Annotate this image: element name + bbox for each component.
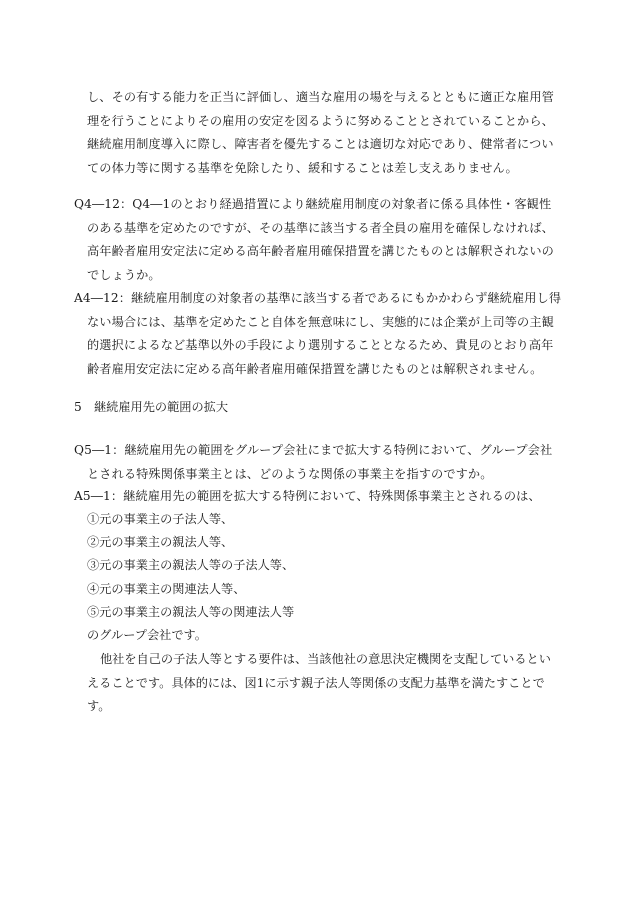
continued-answer-text: し、その有する能力を正当に評価し、適当な雇用の場を与えるとともに適正な雇用管理を行うことによりその雇用の安定を図るように努めることとされていることから、継続雇用制度導入に際し、障害者を優先することは適切な対応であり、健常者についての体力等に関する基準を免除したり、緩和することは差し支えありません。	[87, 90, 554, 175]
answer-a5-1-text: A5―1：継続雇用先の範囲を拡大する特例において、特殊関係事業主とされるのは、	[74, 489, 541, 503]
related-company-list	[87, 508, 294, 647]
control-criteria-text: 他社を自己の子法人等とする要件は、当該他社の意思決定機関を支配しているといえることです。具体的には、図1に示す親子法人等関係の支配力基準を満たすことです。	[87, 652, 551, 713]
section-heading: 5 継続雇用先の範囲の拡大	[74, 400, 229, 414]
question-q4-12	[74, 193, 562, 287]
answer-a5-1	[74, 485, 562, 509]
continued-answer-paragraph	[74, 86, 562, 180]
answer-a4-12	[74, 287, 562, 381]
list-item: ⑤元の事業主の親法人等の関連法人等	[87, 604, 295, 619]
list-item: ①元の事業主の子法人等、	[87, 512, 234, 526]
question-q4-12-text: Q4―12：Q4―1のとおり経過措置により継続雇用制度の対象者に係る具体性・客観性のある基準を定めたのですが、その基準に該当する者全員の雇用を確保しなければ、高年齢者雇用安定法に定める高年齢者雇用確保措置を講じたものとは解釈されないのでしょうか。	[74, 197, 554, 282]
question-q5-1	[74, 439, 562, 486]
answer-a4-12-text: A4―12：継続雇用制度の対象者の基準に該当する者であるにもかかわらず継続雇用し得ない場合には、基準を定めたこと自体を無意味にし、実態的には企業が上司等の主観的選択によるなど基準以外の手段により選別することとなるため、貴見のとおり高年齢者雇用安定法に定める高年齢者雇用確保措置を講じたものとは解釈されません。	[74, 291, 562, 376]
list-closing: のグループ会社です。	[87, 628, 207, 643]
list-item: ④元の事業主の関連法人等、	[87, 581, 246, 596]
list-item: ③元の事業主の親法人等の子法人等、	[87, 558, 295, 573]
list-item: ②元の事業主の親法人等、	[87, 535, 234, 550]
question-q5-1-text: Q5―1：継続雇用先の範囲をグループ会社にまで拡大する特例において、グループ会社とされる特殊関係事業主とは、どのような関係の事業主を指すのですか。	[74, 443, 553, 481]
control-criteria-paragraph	[74, 648, 562, 719]
